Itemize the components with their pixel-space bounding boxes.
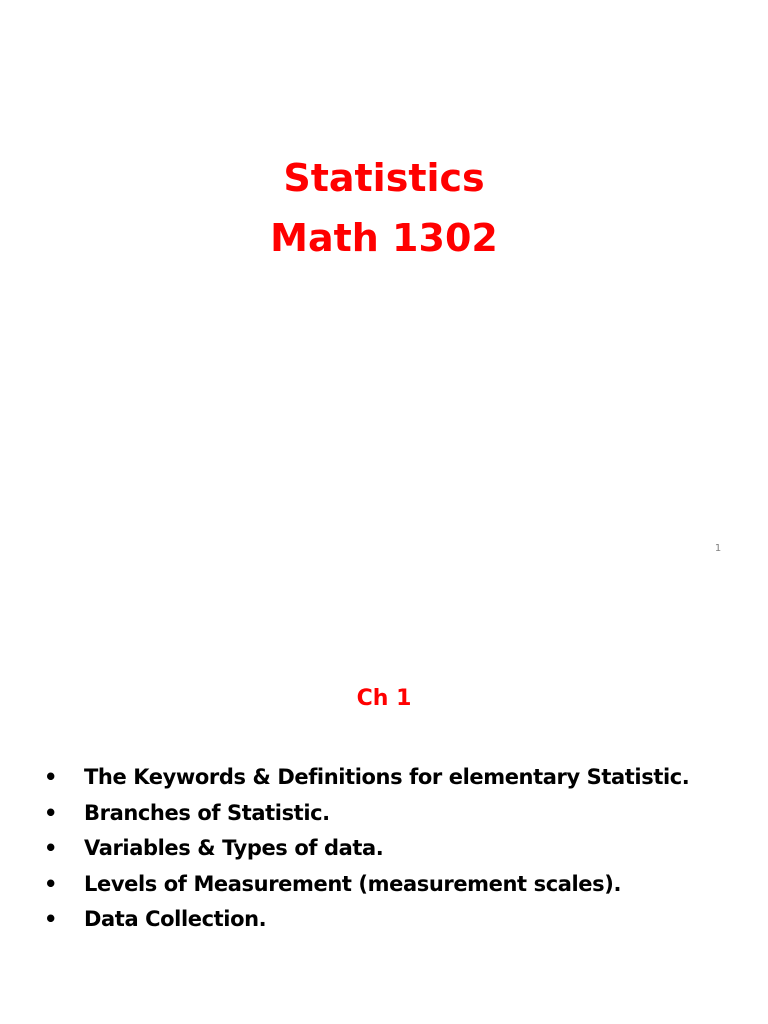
list-item (0, 763, 768, 799)
slide-title-line-2: Math 1302 (270, 216, 498, 260)
bullet-text: Data Collection. (84, 907, 267, 931)
bullet-list (0, 763, 768, 941)
bullet-text: Levels of Measurement (measurement scales). (84, 871, 622, 896)
bullet-text: The Keywords & Definitions for elementary Statistic. (84, 765, 690, 789)
bullet-icon: • (44, 765, 58, 789)
content-slide (0, 610, 768, 1024)
list-item (0, 834, 768, 870)
chapter-heading: Ch 1 (356, 686, 412, 711)
bullet-icon: • (44, 907, 58, 931)
bullet-icon: • (44, 800, 58, 825)
bullet-icon: • (44, 836, 58, 860)
bullet-text: Branches of Statistic. (84, 800, 330, 825)
list-item (0, 870, 768, 906)
list-item (0, 905, 768, 941)
page-number: 1 (714, 543, 722, 554)
slide-title-line-1: Statistics (283, 156, 485, 200)
bullet-text: Variables & Types of data. (84, 836, 384, 860)
bullet-icon: • (44, 871, 58, 896)
list-item (0, 799, 768, 835)
